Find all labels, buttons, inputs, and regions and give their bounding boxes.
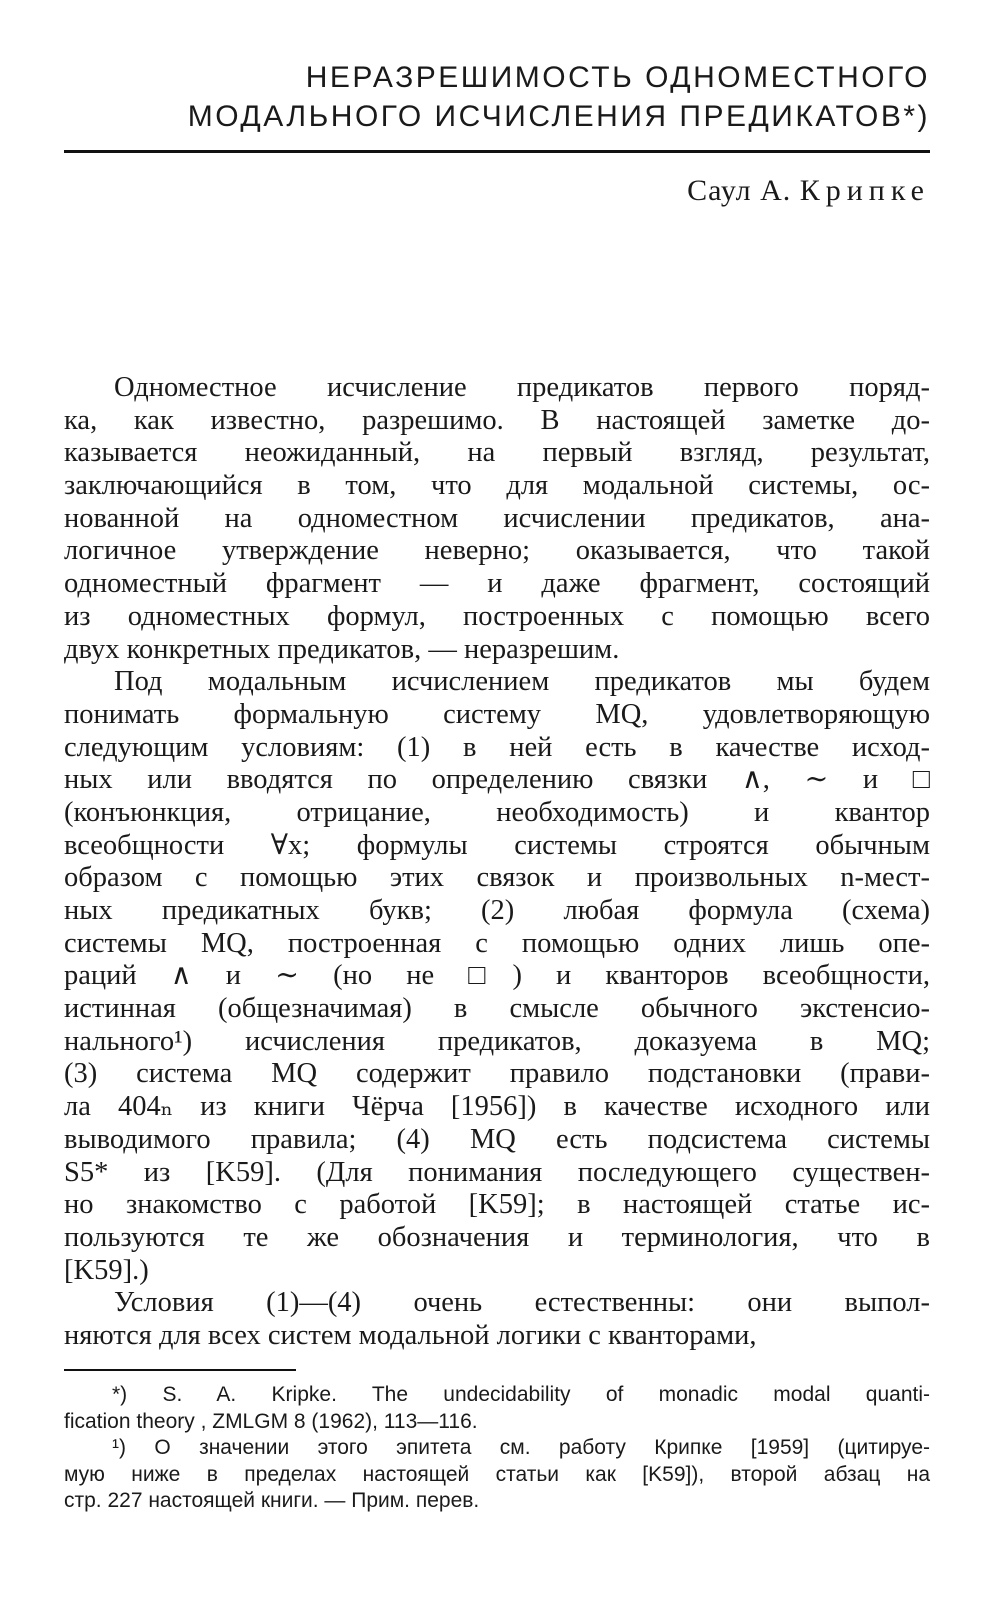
body-line: но знакомство с работой [K59]; в настоящей статье ис- xyxy=(64,1189,930,1221)
footnote-line: ¹) О значении этого эпитета см. работу Крипке [1959] (цитируе- xyxy=(112,1436,930,1459)
body-line: [K59].) xyxy=(64,1254,149,1286)
body-line: ных предикатных букв; (2) любая формула (схема) xyxy=(64,895,930,926)
footnote-line: *) S. A. Kripke. The undecidability of monadic modal quanti- xyxy=(112,1383,930,1406)
body-line: следующим условиям: (1) в ней есть в качестве исход- xyxy=(64,731,930,763)
author-first: Саул А. xyxy=(687,174,792,207)
body-line: (3) система MQ содержит правило подстановки (прави- xyxy=(64,1058,930,1090)
body-line: заключающийся в том, что для модальной системы, ос- xyxy=(64,470,930,502)
footnote-line: fication theory , ZMLGM 8 (1962), 113—116. xyxy=(64,1409,478,1433)
body-line: Под модальным исчислением предикатов мы будем xyxy=(114,666,930,698)
body-line: одноместный фрагмент — и даже фрагмент, состоящий xyxy=(64,568,930,600)
body-line: системы MQ, построенная с помощью одних лишь опе- xyxy=(64,927,930,959)
body-line: (конъюнкция, отрицание, необходимость) и квантор xyxy=(64,796,930,828)
body-line: истинная (общезначимая) в смысле обычного экстенсио- xyxy=(64,993,930,1025)
body-line: нованной на одноместном исчислении предикатов, ана- xyxy=(64,502,930,534)
footnote-line: стр. 227 настоящей книги. — Прим. перев. xyxy=(64,1489,480,1512)
footnotes xyxy=(64,1382,930,1515)
author-last: Крипке xyxy=(799,174,930,207)
body-line: ка, как известно, разрешимо. В настоящей заметке до- xyxy=(64,404,930,436)
body-line: Условия (1)—(4) очень естественны: они выпол- xyxy=(114,1287,930,1319)
body-line: раций ∧ и ∼ (но не □) и кванторов всеобщности, xyxy=(64,960,930,992)
body-line: выводимого правила; (4) MQ есть подсистема системы xyxy=(64,1123,930,1155)
body-line: казывается неожиданный, на первый взгляд, результат, xyxy=(64,437,930,469)
title-line-2: МОДАЛЬНОГО ИСЧИСЛЕНИЯ ПРЕДИКАТОВ*) xyxy=(187,100,930,133)
body-line: няются для всех систем модальной логики с кванторами, xyxy=(64,1319,757,1351)
body-line: нального¹) исчисления предикатов, доказуема в MQ; xyxy=(64,1025,930,1057)
footnote-line: мую ниже в пределах настоящей статьи как [K59]), второй абзац на xyxy=(64,1462,930,1486)
body-line: всеобщности ∀x; формулы системы строятся обычным xyxy=(64,829,930,861)
body-line: двух конкретных предикатов, — неразрешим. xyxy=(64,633,620,665)
author-name xyxy=(687,174,930,208)
body-line: понимать формальную систему MQ, удовлетворяющую xyxy=(64,698,930,730)
article-title xyxy=(64,58,930,136)
body-line: логичное утверждение неверно; оказывается, что такой xyxy=(64,535,930,567)
title-line-1: НЕРАЗРЕШИМОСТЬ ОДНОМЕСТНОГО xyxy=(305,61,930,94)
body-text xyxy=(64,372,930,1353)
body-line: пользуются те же обозначения и терминология, что в xyxy=(64,1221,930,1253)
body-line: ла 404ₙ из книги Чёрча [1956]) в качестве исходного или xyxy=(64,1091,930,1123)
body-line: ных или вводятся по определению связки ∧, ∼ и □ xyxy=(64,764,930,796)
body-line: образом с помощью этих связок и произвольных n-мест- xyxy=(64,862,930,894)
body-line: из одноместных формул, построенных с помощью всего xyxy=(64,600,930,632)
body-line: S5* из [K59]. (Для понимания последующего существен- xyxy=(64,1156,930,1188)
body-line: Одноместное исчисление предикатов первого поряд- xyxy=(114,372,930,403)
title-rule xyxy=(64,150,930,153)
footnote-rule xyxy=(64,1369,296,1371)
